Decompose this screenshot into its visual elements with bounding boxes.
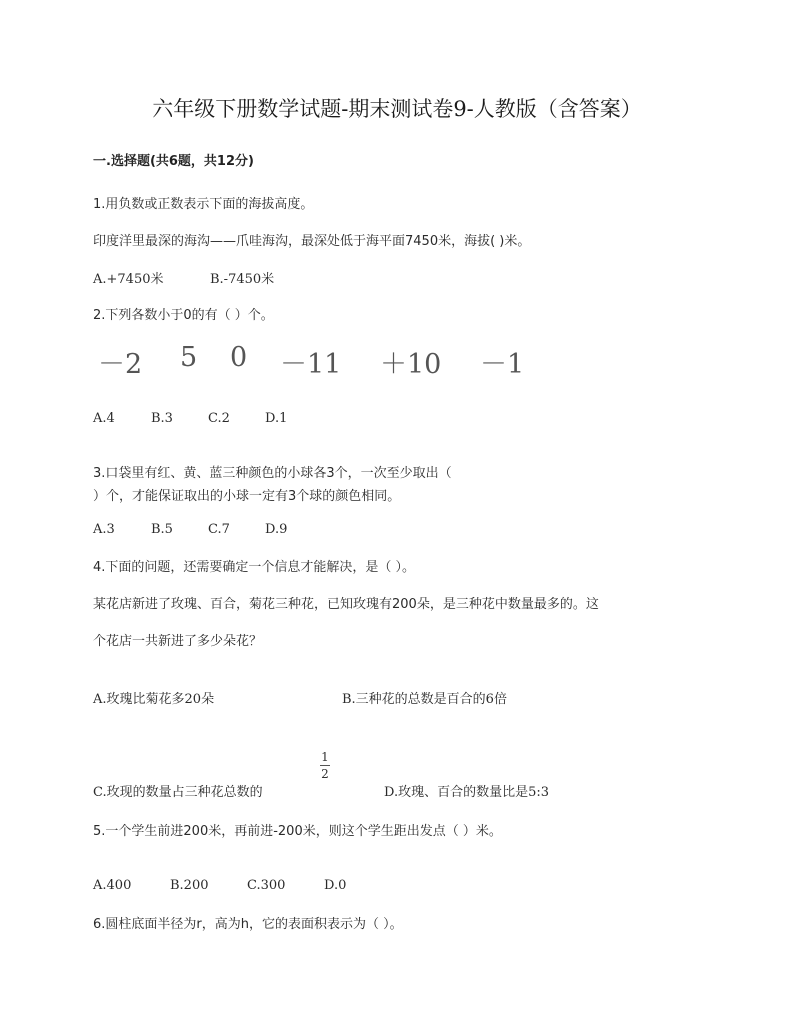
question-3-option-c: C.7: [208, 522, 230, 537]
question-3-option-d: D.9: [265, 522, 288, 537]
question-3-option-a: A.3: [93, 522, 115, 537]
number-item: ＋10: [380, 349, 442, 380]
section-heading: 一.选择题(共6题，共12分): [93, 154, 254, 169]
question-4-option-a: A.玫瑰比菊花多20朵: [93, 692, 215, 707]
question-4-text-line-2: 个花店一共新进了多少朵花？: [93, 634, 263, 649]
question-5-option-d: D.0: [324, 878, 347, 893]
fraction-bar: [320, 765, 330, 766]
question-2-option-d: D.1: [265, 411, 288, 426]
question-5-stem: 5.一个学生前进200米，再前进-200米，则这个学生距出发点（ ）米。: [93, 824, 502, 839]
question-4-option-b: B.三种花的总数是百合的6倍: [342, 692, 507, 707]
question-4-text-line-1: 某花店新进了玫瑰、百合，菊花三种花，已知玫瑰有200朵，是三种花中数量最多的。这: [93, 597, 599, 612]
question-6-stem: 6.圆柱底面半径为r，高为h，它的表面积表示为（ ）。: [93, 917, 403, 932]
question-1-option-b: B.-7450米: [210, 272, 275, 287]
question-2-stem: 2.下列各数小于0的有（ ）个。: [93, 308, 274, 323]
number-item: 5: [180, 342, 198, 373]
number-item: －11: [280, 349, 342, 380]
fraction-denominator: 2: [321, 767, 329, 781]
fraction-one-half: [318, 750, 332, 781]
question-2-option-a: A.4: [93, 411, 115, 426]
question-2-option-c: C.2: [208, 411, 230, 426]
question-5-option-a: A.400: [93, 878, 132, 893]
question-4-option-c: C.玫现的数量占三种花总数的: [93, 785, 263, 800]
question-3-option-b: B.5: [151, 522, 173, 537]
question-1-option-a: A.+7450米: [93, 272, 164, 287]
fraction-numerator: 1: [321, 750, 329, 764]
question-3-line-2: ）个，才能保证取出的小球一定有3个球的颜色相同。: [93, 489, 401, 504]
question-1-text: 印度洋里最深的海沟——爪哇海沟，最深处低于海平面7450米，海拔( )米。: [93, 234, 531, 249]
number-item: －2: [98, 349, 143, 380]
question-4-option-d: D.玫瑰、百合的数量比是5:3: [384, 785, 550, 800]
number-item: 0: [230, 342, 248, 373]
page-title: 六年级下册数学试题-期末测试卷9-人教版（含答案）: [152, 97, 642, 121]
question-2-option-b: B.3: [151, 411, 173, 426]
question-2-number-row: [93, 342, 553, 378]
question-5-option-c: C.300: [247, 878, 286, 893]
number-item: －1: [480, 349, 525, 380]
question-1-stem: 1.用负数或正数表示下面的海拔高度。: [93, 197, 314, 212]
question-5-option-b: B.200: [170, 878, 209, 893]
question-3-line-1: 3.口袋里有红、黄、蓝三种颜色的小球各3个，一次至少取出（: [93, 466, 452, 481]
question-4-stem: 4.下面的问题，还需要确定一个信息才能解决，是（ ）。: [93, 560, 416, 575]
